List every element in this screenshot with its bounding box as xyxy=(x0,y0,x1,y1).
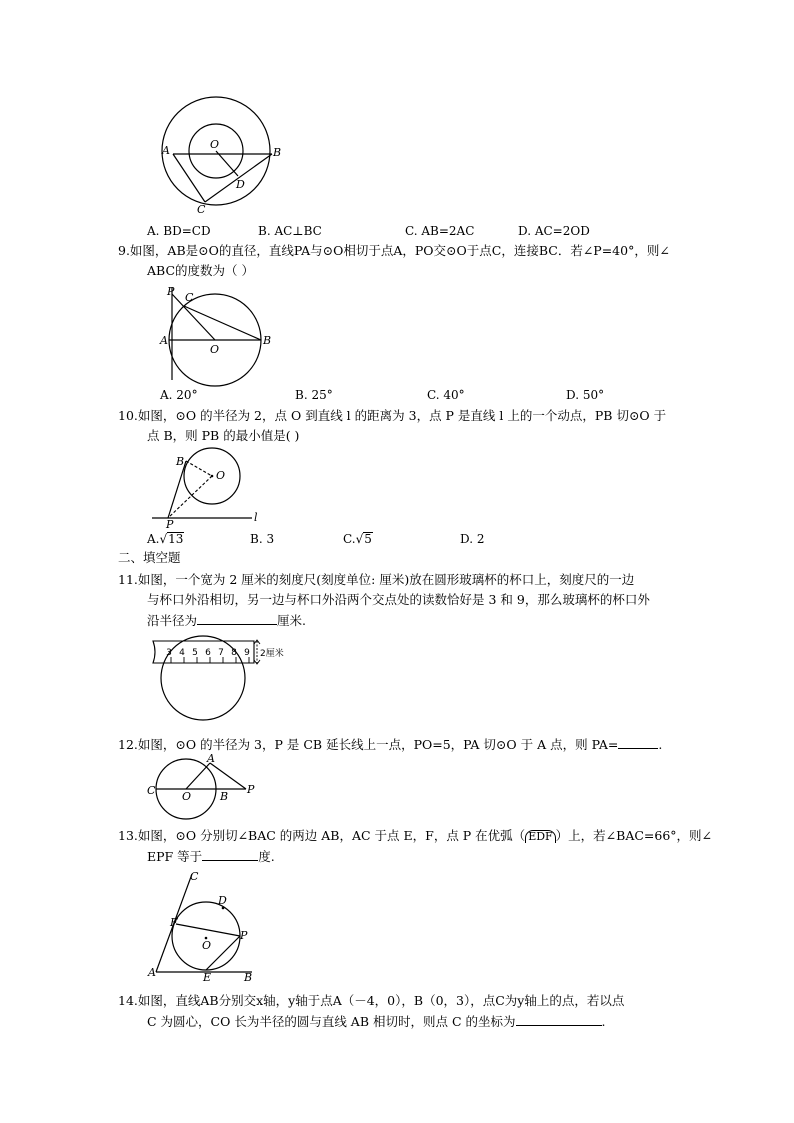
q11-stem-line1: 11.如图，一个宽为 2 厘米的刻度尺(刻度单位: 厘米)放在圆形玻璃杯的杯口上，刻度尺的一边 xyxy=(118,572,635,587)
q8-option-b[interactable]: B. AC⊥BC xyxy=(258,224,322,238)
q12-label-b: B xyxy=(220,790,229,803)
q8-label-o: O xyxy=(210,138,220,151)
q11-ruler-num-6: 6 xyxy=(205,648,211,658)
q10-option-a[interactable] xyxy=(147,531,184,547)
q12-label-a: A xyxy=(207,752,215,765)
q12-label-p: P xyxy=(247,783,255,796)
q12-stem xyxy=(118,736,662,753)
q14-answer-blank[interactable] xyxy=(516,1013,602,1026)
q14-line2-pre: C 为圆心，CO 长为半径的圆与直线 AB 相切时，则点 C 的坐标为 xyxy=(147,1014,516,1029)
q9-figure xyxy=(160,284,280,384)
q13-label-b: B xyxy=(244,971,253,984)
q10-stem-line1: 10.如图，⊙O 的半径为 2，点 O 到直线 l 的距离为 3，点 P 是直线 l 上的一个动点，PB 切⊙O 于 xyxy=(118,408,667,423)
q9-label-b: B xyxy=(263,334,272,347)
q10-option-c[interactable] xyxy=(343,531,373,547)
q13-line1-pre: 13.如图，⊙O 分别切∠BAC 的两边 AB，AC 于点 E，F，点 P 在优弧（ xyxy=(118,828,526,843)
q11-ruler-num-8: 8 xyxy=(231,648,237,658)
q10-option-c-radical: √5 xyxy=(355,532,372,546)
q13-line1-post: ）上，若∠BAC=66°，则∠ xyxy=(555,828,713,843)
q8-figure xyxy=(160,96,290,214)
q9-label-p: P xyxy=(167,285,175,298)
q13-label-f: F xyxy=(170,916,178,929)
q8-option-a[interactable]: A. BD=CD xyxy=(147,224,211,238)
q9-option-d[interactable]: D. 50° xyxy=(566,388,605,402)
q9-stem-line1: 9.如图，AB是⊙O的直径，直线PA与⊙O相切于点A，PO交⊙O于点C，连接BC．若∠P=40°，则∠ xyxy=(118,243,670,258)
q8-label-d: D xyxy=(236,178,245,191)
q9-option-b[interactable]: B. 25° xyxy=(295,388,333,402)
q10-option-c-prefix: C. xyxy=(343,532,356,546)
q9-label-a: A xyxy=(160,334,168,347)
q12-figure xyxy=(144,752,264,822)
q13-stem-line1 xyxy=(118,828,712,844)
q9-label-o: O xyxy=(210,343,220,356)
q12-label-c: C xyxy=(147,784,156,797)
q11-line3-post: 厘米. xyxy=(277,613,306,628)
q13-arc-edf: EDF xyxy=(525,830,555,843)
q13-line2-pre: EPF 等于 xyxy=(147,849,203,864)
q10-label-l: l xyxy=(254,511,258,524)
q11-stem-line2: 与杯口外沿相切，另一边与杯口外沿两个交点处的读数恰好是 3 和 9，那么玻璃杯的杯口外 xyxy=(147,592,650,607)
q11-answer-blank[interactable] xyxy=(197,612,277,625)
q12-stem-pre: 12.如图，⊙O 的半径为 3，P 是 CB 延长线上一点，PO=5，PA 切⊙O 于 A 点，则 PA= xyxy=(118,737,619,752)
q13-label-c: C xyxy=(190,870,199,883)
q10-option-d[interactable]: D. 2 xyxy=(460,532,485,546)
q10-label-o: O xyxy=(216,469,226,482)
q9-option-c[interactable]: C. 40° xyxy=(427,388,465,402)
q9-label-c: C xyxy=(185,291,194,304)
q12-label-o: O xyxy=(182,790,192,803)
q13-label-a: A xyxy=(148,966,156,979)
q11-stem-line3 xyxy=(147,612,306,629)
q12-answer-blank[interactable] xyxy=(618,736,658,749)
q14-stem-line2 xyxy=(147,1013,605,1030)
q11-figure xyxy=(150,636,284,726)
q11-line3-pre: 沿半径为 xyxy=(147,613,198,628)
q8-option-d[interactable]: D. AC=2OD xyxy=(518,224,590,238)
q14-stem-line1: 14.如图，直线AB分别交x轴，y轴于点A（－4，0），B（0，3），点C为y轴上的点，若以点 xyxy=(118,993,625,1008)
q10-label-p: P xyxy=(166,518,174,531)
q10-option-c-radicand: 5 xyxy=(364,532,372,546)
q8-label-c: C xyxy=(197,203,206,216)
q10-option-b[interactable]: B. 3 xyxy=(250,532,275,546)
q12-stem-post: . xyxy=(658,737,663,752)
q10-label-b: B xyxy=(176,455,185,468)
q9-option-a[interactable]: A. 20° xyxy=(160,388,198,402)
q11-ruler-num-4: 4 xyxy=(179,648,185,658)
q8-option-c[interactable]: C. AB=2AC xyxy=(405,224,475,238)
q11-ruler-num-7: 7 xyxy=(218,648,224,658)
q11-width-label: 2厘米 xyxy=(260,649,284,659)
q11-ruler-num-5: 5 xyxy=(192,648,198,658)
q11-ruler-num-9: 9 xyxy=(244,648,250,658)
q13-label-d: D xyxy=(218,894,227,907)
q10-option-a-radical: √13 xyxy=(159,532,184,546)
q9-stem-line2: ABC的度数为（ ） xyxy=(147,263,254,278)
q13-stem-line2 xyxy=(147,848,275,865)
q8-label-a: A xyxy=(162,144,170,157)
q13-label-e: E xyxy=(203,971,212,984)
q13-label-p: P xyxy=(240,929,248,942)
q10-figure xyxy=(148,448,268,530)
q8-label-b: B xyxy=(273,146,282,159)
q13-figure xyxy=(146,866,266,984)
q10-option-a-radicand: 13 xyxy=(168,532,184,546)
q14-line2-post: . xyxy=(601,1014,606,1029)
q13-label-o: O xyxy=(202,939,212,952)
q10-stem-line2: 点 B，则 PB 的最小值是( ) xyxy=(147,428,300,443)
q11-ruler-num-3: 3 xyxy=(166,648,172,658)
q13-answer-blank[interactable] xyxy=(202,848,258,861)
section-heading-fill-in: 二、填空题 xyxy=(118,550,181,565)
q10-option-a-prefix: A. xyxy=(147,532,160,546)
q13-line2-post: 度. xyxy=(258,849,275,864)
